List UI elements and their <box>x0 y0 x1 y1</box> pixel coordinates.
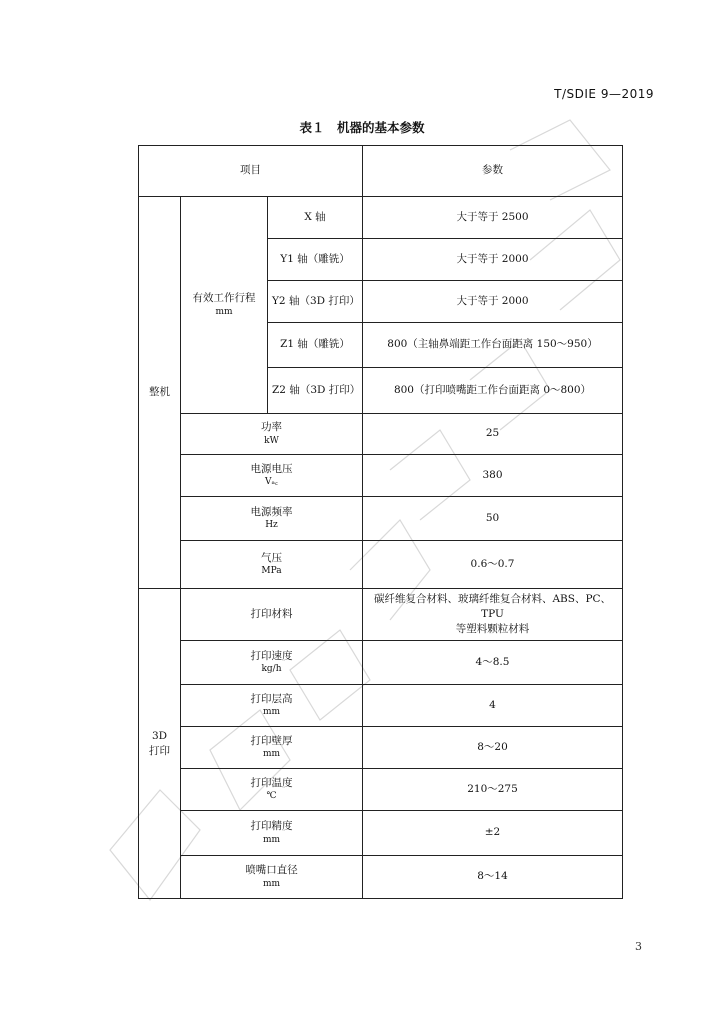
param-label: 电源频率 <box>250 505 293 518</box>
param-value: 25 <box>363 414 623 455</box>
table-row <box>139 811 623 856</box>
param-label: 喷嘴口直径 <box>245 864 298 877</box>
param-label-cell <box>181 727 363 769</box>
table-row <box>139 455 623 497</box>
param-label: 打印温度 <box>250 776 293 789</box>
axis-value: 大于等于 2000 <box>363 281 623 323</box>
table-row <box>139 197 623 239</box>
travel-unit: mm <box>215 306 233 317</box>
table-row <box>139 727 623 769</box>
param-value-cell <box>363 589 623 641</box>
axis-value: 大于等于 2500 <box>363 197 623 239</box>
param-unit: mm <box>262 834 281 845</box>
page-number: 3 <box>635 940 642 953</box>
param-value: 210～275 <box>363 769 623 811</box>
group-label-line: 打印 <box>149 744 170 757</box>
axis-name: Z2 轴（3D 打印） <box>268 368 363 414</box>
axis-value: 800（打印喷嘴距工作台面距离 0～800） <box>363 368 623 414</box>
param-label: 功率 <box>261 421 282 434</box>
param-value: 8～14 <box>363 856 623 899</box>
table-row <box>139 641 623 685</box>
param-label: 气压 <box>261 551 282 564</box>
group-label-line: 3D <box>151 729 168 742</box>
table-row <box>139 856 623 899</box>
param-label-cell <box>181 497 363 541</box>
param-value: 0.6～0.7 <box>363 541 623 589</box>
header-param: 参数 <box>363 146 623 197</box>
param-value: 8～20 <box>363 727 623 769</box>
param-label-cell <box>181 641 363 685</box>
param-label: 打印壁厚 <box>250 734 293 747</box>
header-item: 项目 <box>139 146 363 197</box>
group-label-machine: 整机 <box>139 197 181 589</box>
material-value-line: 等塑料颗粒材料 <box>455 622 530 635</box>
param-value: 4 <box>363 685 623 727</box>
param-label-cell <box>181 856 363 899</box>
param-label-cell: 打印材料 <box>181 589 363 641</box>
table-title: 表１ 机器的基本参数 <box>299 120 425 135</box>
param-label-cell <box>181 811 363 856</box>
material-value-line: 碳纤维复合材料、玻璃纤维复合材料、ABS、PC、TPU <box>373 593 612 621</box>
travel-label: 有效工作行程 <box>192 292 256 305</box>
param-unit: Hz <box>265 520 278 531</box>
group-label-3d-print <box>139 589 181 899</box>
axis-name: Y2 轴（3D 打印） <box>268 281 363 323</box>
param-unit: kW <box>264 435 279 446</box>
param-value: ±2 <box>363 811 623 856</box>
param-label: 打印层高 <box>250 692 293 705</box>
param-unit: kg/h <box>261 664 282 675</box>
axis-name: Y1 轴（雕铣） <box>268 239 363 281</box>
param-value: 4～8.5 <box>363 641 623 685</box>
param-label-cell <box>181 414 363 455</box>
param-unit: Vₐ꜀ <box>264 477 279 488</box>
param-label-cell <box>181 769 363 811</box>
table-row <box>139 589 623 641</box>
param-label: 电源电压 <box>250 462 293 475</box>
table-row <box>139 685 623 727</box>
table-row <box>139 541 623 589</box>
table-header-row <box>139 146 623 197</box>
param-unit: MPa <box>261 566 282 577</box>
parameters-table <box>138 145 623 899</box>
param-label-cell <box>181 685 363 727</box>
param-value: 380 <box>363 455 623 497</box>
param-unit: ℃ <box>266 791 277 802</box>
table-row <box>139 497 623 541</box>
travel-label-cell <box>181 197 268 414</box>
axis-name: Z1 轴（雕铣） <box>268 323 363 368</box>
param-unit: mm <box>262 878 281 889</box>
param-label: 打印速度 <box>250 649 293 662</box>
param-unit: mm <box>262 707 281 718</box>
param-unit: mm <box>262 749 281 760</box>
param-value: 50 <box>363 497 623 541</box>
document-code: T/SDIE 9—2019 <box>554 87 654 101</box>
axis-name: X 轴 <box>268 197 363 239</box>
table-row <box>139 769 623 811</box>
table-row <box>139 414 623 455</box>
axis-value: 800（主轴鼻端距工作台面距离 150～950） <box>363 323 623 368</box>
axis-value: 大于等于 2000 <box>363 239 623 281</box>
param-label: 打印精度 <box>250 820 293 833</box>
param-label-cell <box>181 541 363 589</box>
param-label-cell <box>181 455 363 497</box>
